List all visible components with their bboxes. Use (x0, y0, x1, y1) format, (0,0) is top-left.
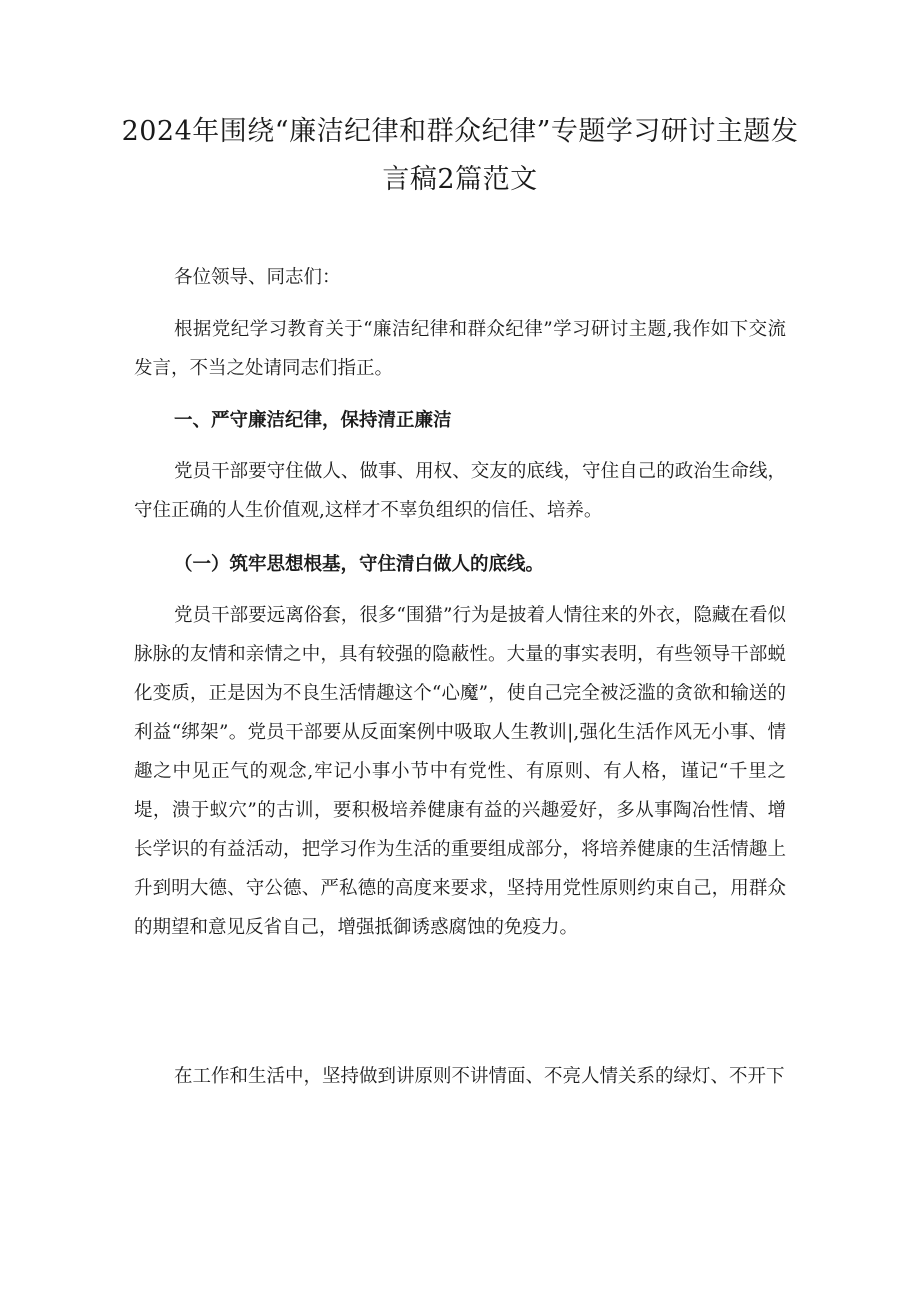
subsection-heading-1: （一）筑牢思想根基，守住清白做人的底线。 (174, 554, 545, 575)
salutation: 各位领导、同志们： (174, 267, 341, 288)
section-1-paragraph: 党员干部要守住做人、做事、用权、交友的底线，守住自己的政治生命线，守住正确的人生价值观,这样才不辜负组织的信任、培养。 (134, 461, 786, 521)
intro-paragraph: 根据党纪学习教育关于“廉洁纪律和群众纪律”学习研讨主题,我作如下交流发言，不当之处请同志们指正。 (134, 319, 786, 379)
document-title: 2024年围绕“廉洁纪律和群众纪律”专题学习研讨主题发言稿2篇范文 (121, 116, 799, 195)
next-paragraph: 在工作和生活中，坚持做到讲原则不讲情面、不亮人情关系的绿灯、不开下 (174, 1066, 785, 1087)
subsection-1-paragraph: 党员干部要远离俗套，很多“围猎”行为是披着人情往来的外衣，隐藏在看似脉脉的友情和亲情之中，具有较强的隐蔽性。大量的事实表明，有些领导干部蜕化变质，正是因为不良生活情趣这个“心魔”，使自己完全被泛滥的贪欲和输送的利益“绑架”。党员干部要从反面案例中吸取人生教训|,强化生活作风无小事、情趣之中见正气的观念,牢记小事小节中有党性、有原则、有人格，谨记“千里之堤，溃于蚁穴”的古训，要积极培养健康有益的兴趣爱好，多从事陶冶性情、增长学识的有益活动，把学习作为生活的重要组成部分，将培养健康的生活情趣上升到明大德、守公德、严私德的高度来要求，坚持用党性原则约束自己，用群众的期望和意见反省自己，增强抵御诱惑腐蚀的免疫力。 (134, 605, 786, 938)
section-heading-1: 一、严守廉洁纪律，保持清正廉洁 (174, 410, 452, 431)
